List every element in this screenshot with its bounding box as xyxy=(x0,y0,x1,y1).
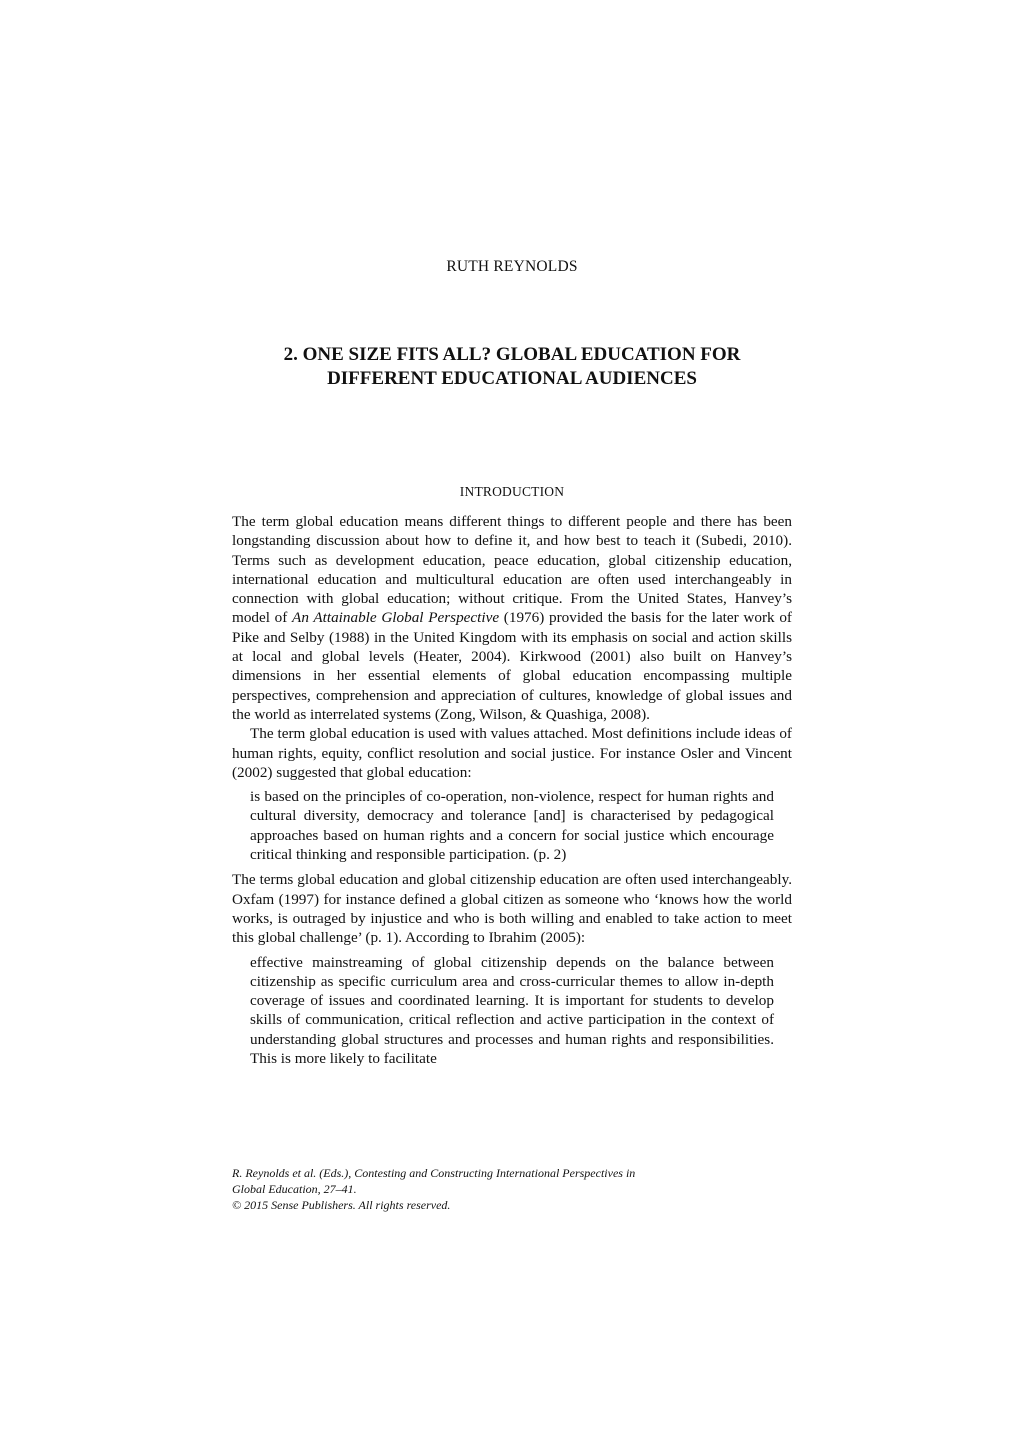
body-text xyxy=(232,512,792,1074)
block-quote-1: is based on the principles of co-operation, non-violence, respect for human rights and cultural diversity, democracy and tolerance [and] is characterised by pedagogical approaches based on human rights and a concern for social justice which encourage critical thinking and responsible participation. (p. 2) xyxy=(250,788,774,864)
footer-line-2: Global Education, 27–41. xyxy=(232,1182,357,1196)
author-name: RUTH REYNOLDS xyxy=(446,258,578,275)
chapter-title-line-1: 2. ONE SIZE FITS ALL? GLOBAL EDUCATION FOR xyxy=(283,344,741,365)
book-title-italic: An Attainable Global Perspective xyxy=(292,609,500,627)
footer-line-1: R. Reynolds et al. (Eds.), Contesting and Constructing International Perspectives in xyxy=(232,1166,636,1180)
paragraph-1-text-b: (1976) provided the basis for the later work of Pike and Selby (1988) in the United Kingdom with its emphasis on social and action skills at local and global levels (Heater, 2004). Kirkwood (2001) also built on Hanvey’s dimensions in her essential elements of global education encompassing multiple perspectives, comprehension and appreciation of cultures, knowledge of global issues and the world as interrelated systems (Zong, Wilson, & Quashiga, 2008). xyxy=(232,609,792,723)
paragraph-2: The term global education is used with values attached. Most definitions include ideas of human rights, equity, conflict resolution and social justice. For instance Osler and Vincent (2002) suggested that global education: xyxy=(232,725,792,781)
paragraph-3: The terms global education and global citizenship education are often used interchangeably. Oxfam (1997) for instance defined a global citizen as someone who ‘knows how the world works, is outraged by injustice and who is both willing and enabled to take action to meet this global challenge’ (p. 1). According to Ibrahim (2005): xyxy=(232,871,792,947)
block-quote-2: effective mainstreaming of global citizenship depends on the balance between citizenship as specific curriculum area and cross-curricular themes to allow in-depth coverage of issues and coordinated learning. It is important for students to develop skills of communication, critical reflection and active participation in the context of understanding global structures and processes and human rights and responsibilities. This is more likely to facilitate xyxy=(250,953,774,1068)
section-heading: INTRODUCTION xyxy=(459,484,565,499)
footer-citation xyxy=(232,1165,792,1213)
footer-copyright: © 2015 Sense Publishers. All rights reserved. xyxy=(232,1198,451,1212)
paragraph-1 xyxy=(232,512,792,724)
chapter-title xyxy=(232,343,792,391)
paragraph-1-text-a: The term global education means different things to different people and there has been longstanding discussion about how to define it, and how best to teach it (Subedi, 2010). Terms such as development education, peace education, global citizenship education, international education and multicultural education are often used interchangeably in connection with global education; without critique. From the United States, Hanvey’s model of xyxy=(232,513,792,627)
chapter-title-line-2: DIFFERENT EDUCATIONAL AUDIENCES xyxy=(327,368,697,389)
